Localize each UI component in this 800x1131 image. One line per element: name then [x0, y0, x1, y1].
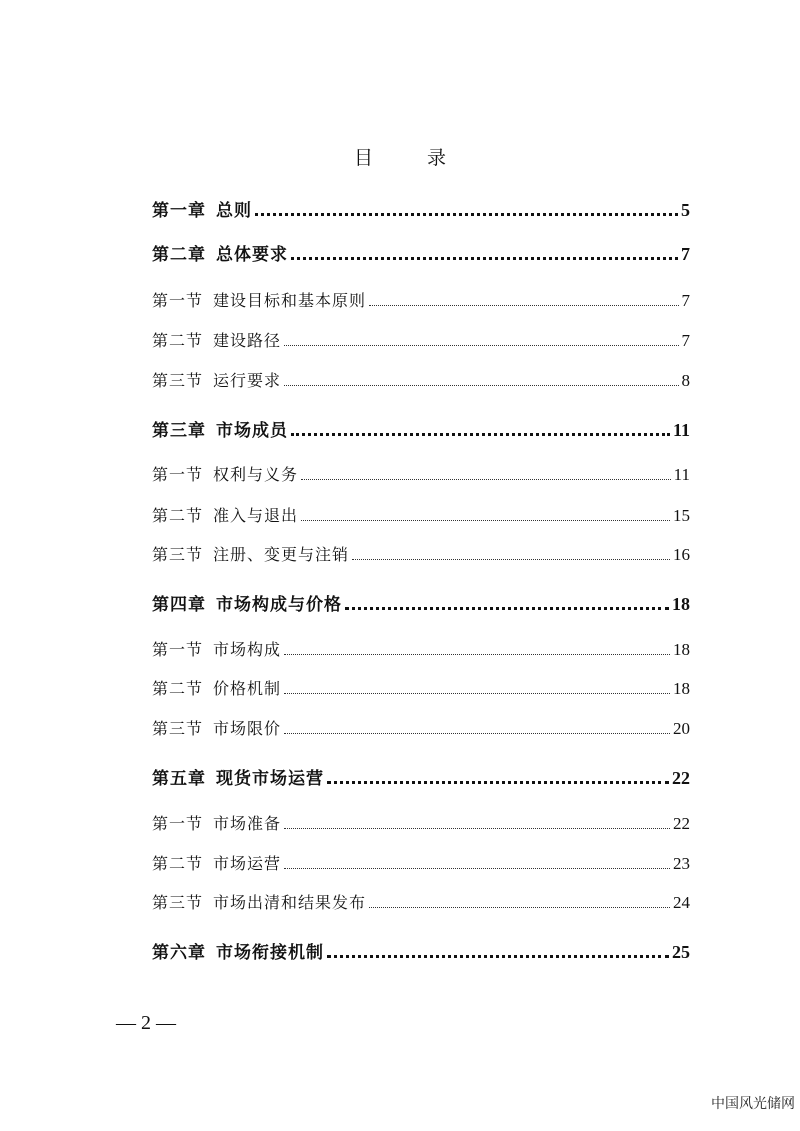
toc-dot-leader	[301, 475, 671, 480]
toc-entry-title: 市场出清和结果发布	[213, 893, 367, 912]
toc-dot-leader	[327, 777, 669, 784]
toc-entry-label	[152, 288, 366, 311]
toc-entry-number: 第三章	[152, 421, 206, 441]
toc-dot-leader	[345, 603, 669, 610]
toc-entry-label	[152, 590, 342, 615]
toc-entry-number: 第三节	[152, 893, 204, 912]
toc-dot-leader	[291, 253, 678, 260]
toc-entry-chapter[interactable]	[152, 196, 690, 221]
toc-entry-label	[152, 196, 252, 221]
toc-dot-leader	[284, 381, 678, 386]
toc-entry-number: 第一章	[152, 201, 206, 221]
toc-entry-section[interactable]	[152, 637, 690, 660]
toc-entry-title: 建设目标和基本原则	[213, 291, 367, 310]
toc-dot-leader	[255, 209, 678, 216]
toc-entry-title: 市场准备	[213, 814, 282, 833]
toc-entry-section[interactable]	[152, 288, 690, 311]
toc-entry-number: 第二节	[152, 679, 204, 698]
toc-entry-label	[152, 716, 281, 739]
toc-dot-leader	[284, 729, 670, 734]
toc-entry-title: 总体要求	[216, 245, 288, 265]
toc-entry-number: 第二章	[152, 245, 206, 265]
toc-dot-leader	[369, 301, 678, 306]
toc-entry-page: 7	[681, 331, 690, 350]
toc-entry-title: 市场限价	[213, 719, 282, 738]
toc-entry-section[interactable]	[152, 851, 690, 874]
toc-entry-page: 11	[673, 465, 690, 484]
toc-entry-number: 第三节	[152, 719, 204, 738]
toc-entry-number: 第四章	[152, 595, 206, 615]
toc-entry-page: 18	[673, 679, 690, 698]
toc-entry-page: 18	[672, 594, 690, 614]
toc-entry-chapter[interactable]	[152, 938, 690, 963]
toc-entry-label	[152, 328, 281, 351]
toc-entry-label	[152, 503, 298, 526]
toc-entry-page: 22	[672, 768, 690, 788]
toc-entry-label	[152, 542, 349, 565]
toc-entry-page: 7	[681, 291, 690, 310]
toc-title: 目 录	[353, 147, 471, 169]
toc-entry-page: 8	[681, 371, 690, 390]
toc-entry-title: 准入与退出	[213, 506, 299, 525]
toc-entry-page: 7	[681, 244, 690, 264]
toc-entry-page: 18	[673, 640, 690, 659]
toc-entry-chapter[interactable]	[152, 764, 690, 789]
toc-entry-label	[152, 811, 281, 834]
toc-entry-title: 建设路径	[213, 331, 282, 350]
toc-dot-leader	[369, 903, 670, 908]
toc-entry-chapter[interactable]	[152, 590, 690, 615]
toc-entry-title: 权利与义务	[213, 465, 299, 484]
toc-entry-number: 第二节	[152, 506, 204, 525]
toc-entry-label	[152, 938, 324, 963]
toc-entry-chapter[interactable]	[152, 240, 690, 265]
toc-entry-chapter[interactable]	[152, 416, 690, 441]
toc-entry-title: 市场构成与价格	[216, 595, 342, 615]
toc-entry-page: 5	[681, 200, 690, 220]
toc-entry-page: 16	[673, 545, 690, 564]
toc-entry-number: 第三节	[152, 545, 204, 564]
toc-entry-section[interactable]	[152, 542, 690, 565]
toc-entry-title: 现货市场运营	[216, 769, 324, 789]
toc-entry-page: 25	[672, 942, 690, 962]
toc-entry-page: 22	[673, 814, 690, 833]
toc-entry-number: 第一节	[152, 465, 204, 484]
toc-entry-label	[152, 462, 298, 485]
toc-entry-title: 市场运营	[213, 854, 282, 873]
toc-entry-label	[152, 851, 281, 874]
toc-entry-page: 24	[673, 893, 690, 912]
toc-entry-label	[152, 240, 288, 265]
toc-entry-number: 第六章	[152, 943, 206, 963]
toc-entry-label	[152, 890, 366, 913]
toc-dot-leader	[291, 429, 670, 436]
toc-entry-label	[152, 368, 281, 391]
toc-entry-section[interactable]	[152, 676, 690, 699]
toc-dot-leader	[284, 689, 670, 694]
toc-entry-number: 第三节	[152, 371, 204, 390]
toc-entry-section[interactable]	[152, 811, 690, 834]
toc-entry-section[interactable]	[152, 368, 690, 391]
toc-entry-number: 第一节	[152, 814, 204, 833]
toc-entry-title: 注册、变更与注销	[213, 545, 350, 564]
toc-entry-title: 市场成员	[216, 421, 288, 441]
toc-entry-title: 价格机制	[213, 679, 282, 698]
toc-entry-page: 11	[672, 420, 690, 440]
toc-entry-title: 总则	[216, 201, 252, 221]
toc-entry-label	[152, 637, 281, 660]
toc-entry-page: 20	[673, 719, 690, 738]
toc-entry-section[interactable]	[152, 716, 690, 739]
toc-dot-leader	[301, 516, 670, 521]
toc-entry-section[interactable]	[152, 890, 690, 913]
toc-entry-number: 第二节	[152, 854, 204, 873]
toc-entry-title: 市场构成	[213, 640, 282, 659]
toc-entry-number: 第一节	[152, 291, 204, 310]
toc-entry-title: 市场衔接机制	[216, 943, 324, 963]
toc-dot-leader	[352, 555, 670, 560]
toc-entry-number: 第一节	[152, 640, 204, 659]
toc-entry-section[interactable]	[152, 328, 690, 351]
toc-dot-leader	[284, 824, 670, 829]
toc-entry-number: 第二节	[152, 331, 204, 350]
toc-entry-section[interactable]	[152, 462, 690, 485]
toc-entry-label	[152, 416, 288, 441]
toc-dot-leader	[327, 951, 669, 958]
toc-dot-leader	[284, 650, 670, 655]
toc-entry-number: 第五章	[152, 769, 206, 789]
toc-entry-section[interactable]	[152, 503, 690, 526]
page-number: — 2 —	[116, 1012, 176, 1034]
toc-entry-label	[152, 764, 324, 789]
site-watermark: 中国风光储网	[711, 1096, 795, 1112]
toc-dot-leader	[284, 864, 670, 869]
toc-entry-page: 15	[673, 506, 690, 525]
toc-entry-label	[152, 676, 281, 699]
toc-entry-title: 运行要求	[213, 371, 282, 390]
toc-dot-leader	[284, 341, 678, 346]
toc-entry-page: 23	[673, 854, 690, 873]
